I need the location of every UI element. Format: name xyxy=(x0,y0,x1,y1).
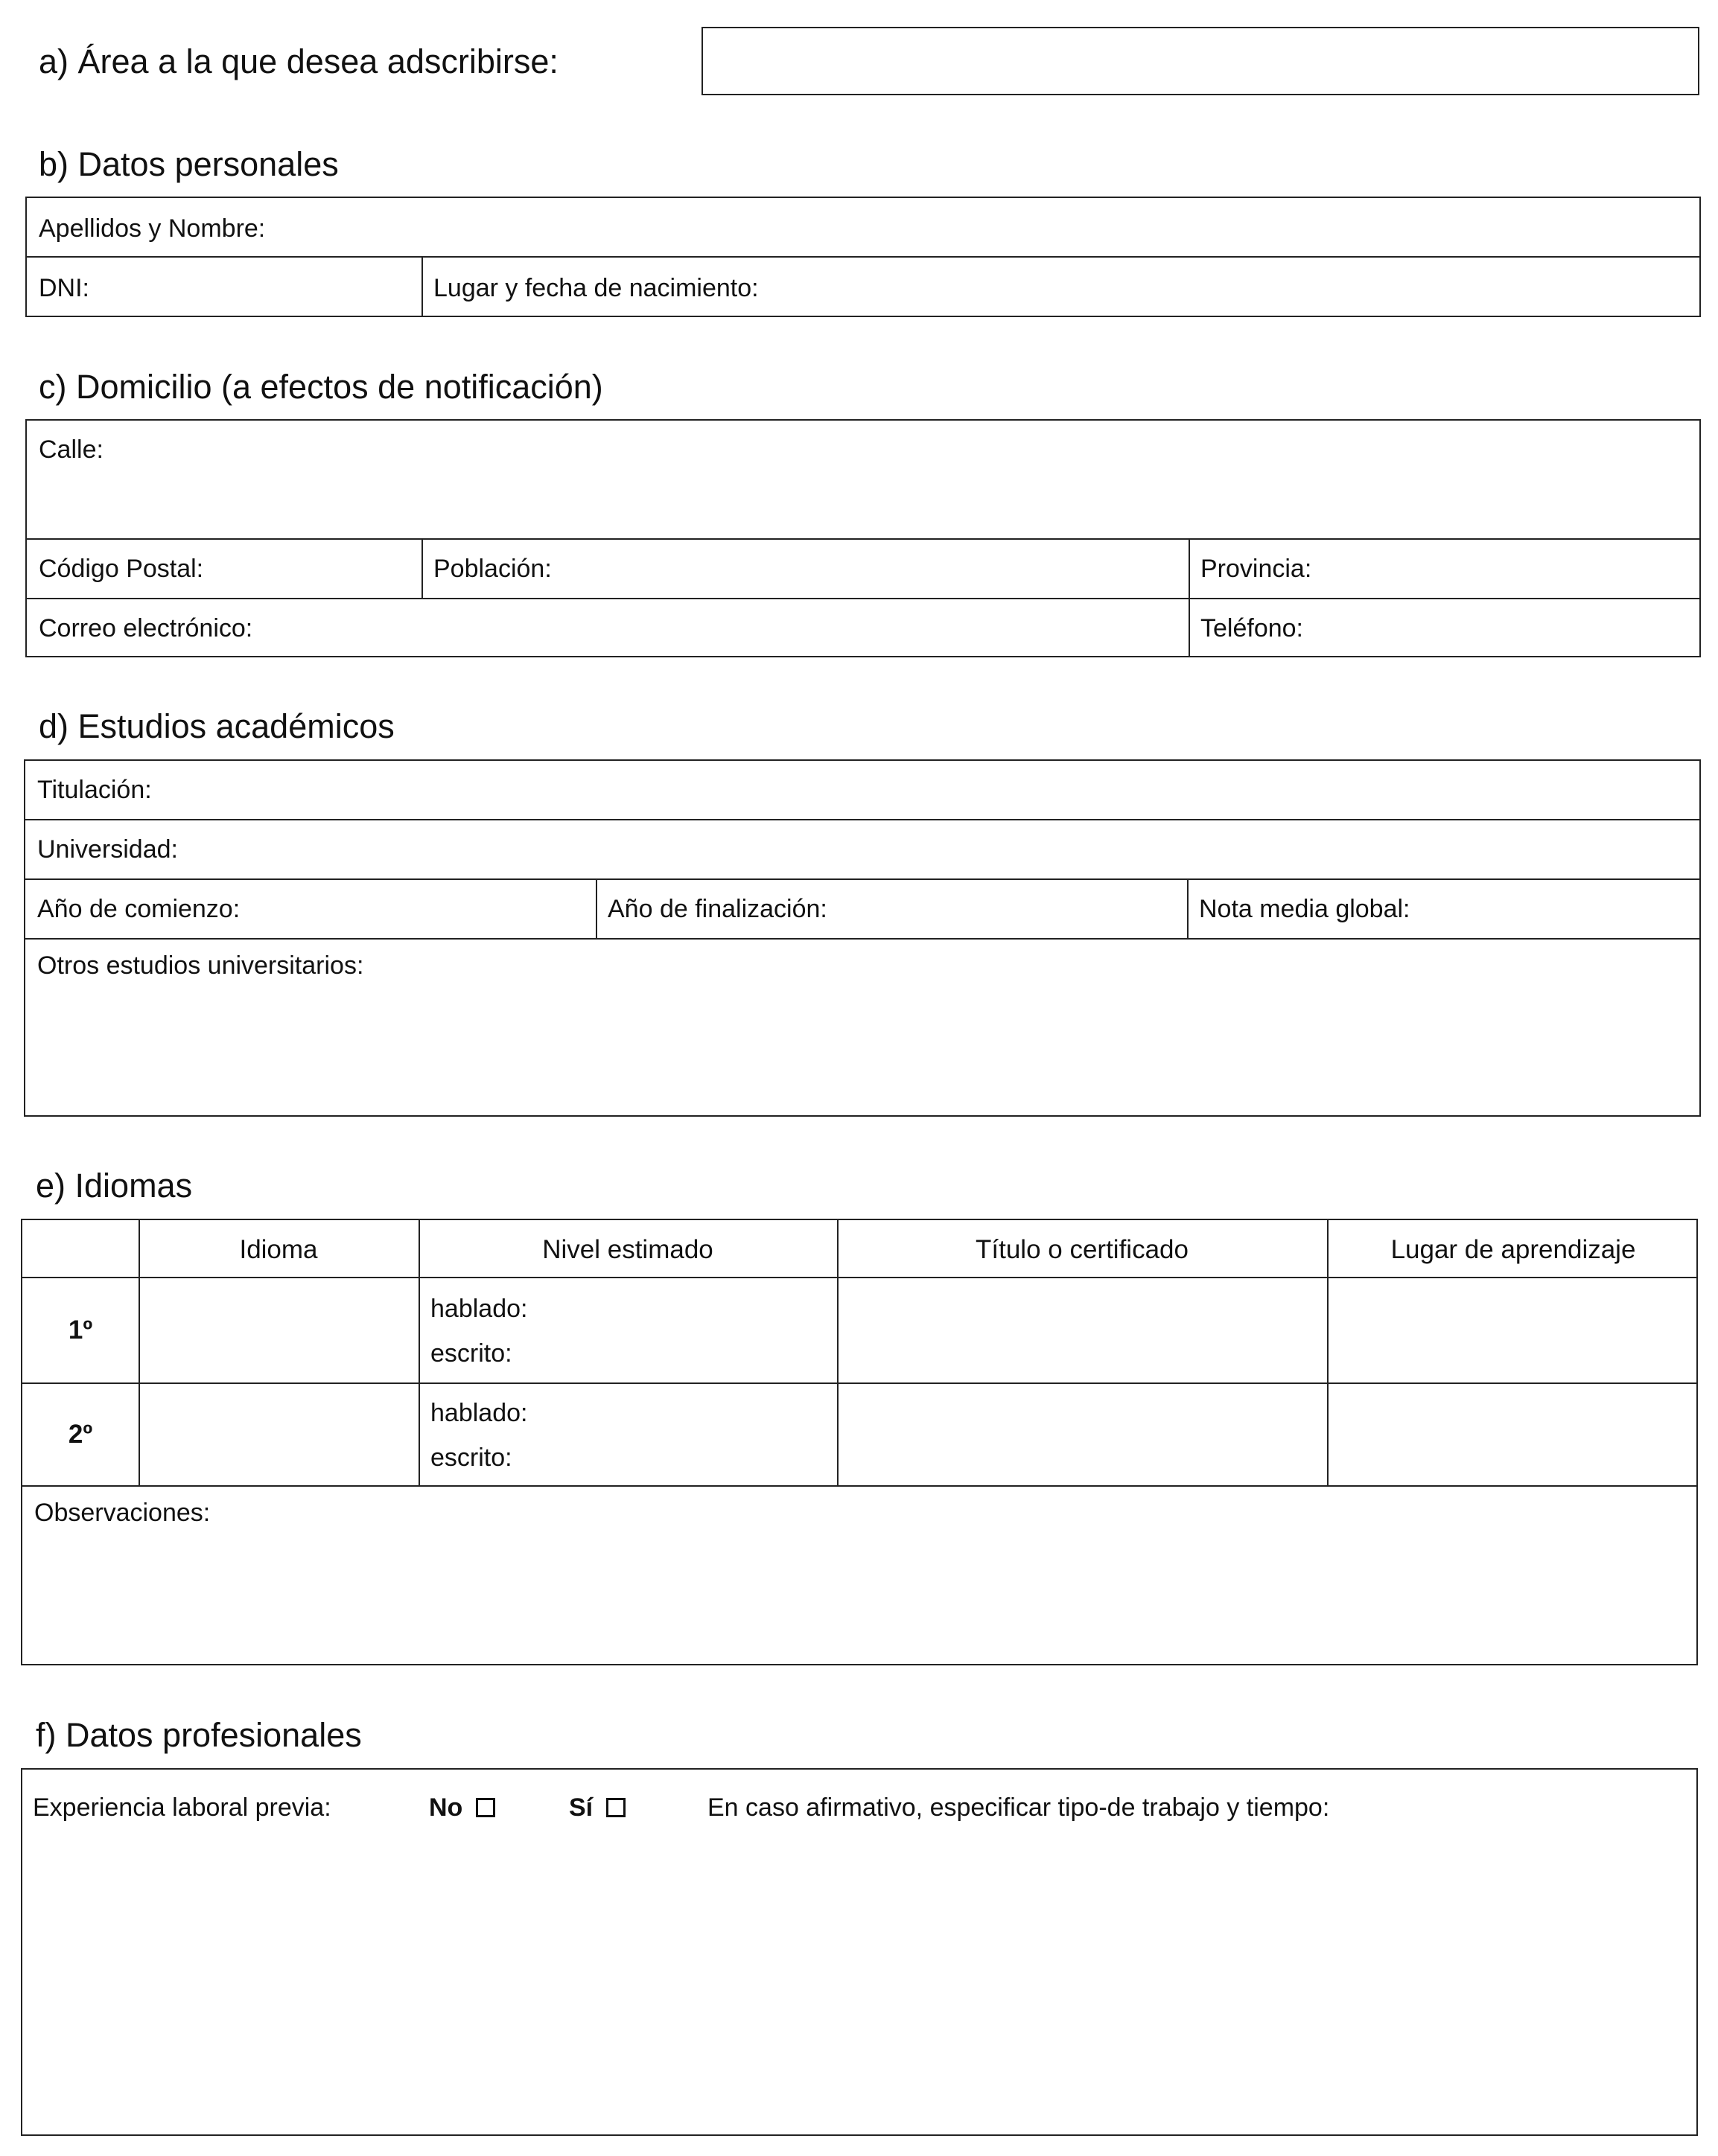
column-header-titulo: Título o certificado xyxy=(976,1235,1189,1264)
si-checkbox[interactable] xyxy=(606,1798,626,1817)
section-c-heading: c) Domicilio (a efectos de notificación) xyxy=(39,368,603,406)
option-no[interactable] xyxy=(429,1795,495,1820)
row-divider xyxy=(22,1485,1696,1487)
titulacion-field[interactable]: Titulación: xyxy=(37,776,152,804)
especificar-field[interactable]: En caso afirmativo, especificar tipo-de trabajo y tiempo: xyxy=(707,1793,1330,1822)
row-number-2: 2º xyxy=(68,1420,93,1449)
ano-finalizacion-field[interactable]: Año de finalización: xyxy=(608,895,827,923)
idiomas-table xyxy=(21,1219,1698,1665)
column-divider xyxy=(1189,538,1190,656)
row-divider xyxy=(27,538,1699,540)
row-divider xyxy=(25,819,1699,820)
otros-estudios-field[interactable]: Otros estudios universitarios: xyxy=(37,951,364,980)
telefono-field[interactable]: Teléfono: xyxy=(1200,614,1303,642)
option-si-label: Sí xyxy=(569,1793,594,1822)
estudios-table xyxy=(24,759,1701,1117)
column-divider xyxy=(421,538,423,598)
poblacion-field[interactable]: Población: xyxy=(433,555,552,583)
row-divider xyxy=(22,1382,1696,1384)
row-divider xyxy=(25,878,1699,880)
option-si[interactable] xyxy=(569,1795,626,1820)
nivel-escrito-1[interactable]: escrito: xyxy=(430,1339,512,1368)
domicilio-table xyxy=(25,419,1701,657)
area-label: a) Área a la que desea adscribirse: xyxy=(39,42,559,80)
column-header-idioma: Idioma xyxy=(239,1235,318,1264)
section-d-heading: d) Estudios académicos xyxy=(39,707,395,745)
section-b-heading: b) Datos personales xyxy=(39,145,339,183)
universidad-field[interactable]: Universidad: xyxy=(37,835,178,864)
lugar-fecha-nacimiento-field[interactable]: Lugar y fecha de nacimiento: xyxy=(433,274,759,302)
dni-field[interactable]: DNI: xyxy=(39,274,89,302)
section-e-heading: e) Idiomas xyxy=(36,1167,193,1205)
no-checkbox[interactable] xyxy=(476,1798,495,1817)
row-number-1: 1º xyxy=(68,1315,93,1345)
ano-comienzo-field[interactable]: Año de comienzo: xyxy=(37,895,241,923)
row-divider xyxy=(25,938,1699,940)
nivel-hablado-1[interactable]: hablado: xyxy=(430,1295,528,1323)
row-divider xyxy=(27,598,1699,599)
apellidos-nombre-field[interactable]: Apellidos y Nombre: xyxy=(39,214,266,243)
row-divider xyxy=(22,1277,1696,1278)
column-header-nivel: Nivel estimado xyxy=(542,1235,713,1264)
column-header-lugar: Lugar de aprendizaje xyxy=(1390,1235,1636,1264)
row-divider xyxy=(27,256,1699,258)
column-divider xyxy=(596,878,597,938)
area-input[interactable] xyxy=(701,27,1699,95)
provincia-field[interactable]: Provincia: xyxy=(1200,555,1312,583)
column-divider xyxy=(1187,878,1189,938)
option-no-label: No xyxy=(429,1793,463,1822)
nivel-hablado-2[interactable]: hablado: xyxy=(430,1399,528,1427)
nota-media-field[interactable]: Nota media global: xyxy=(1199,895,1410,923)
calle-field[interactable]: Calle: xyxy=(39,436,104,464)
observaciones-field[interactable]: Observaciones: xyxy=(34,1499,211,1527)
experiencia-label: Experiencia laboral previa: xyxy=(33,1793,331,1822)
codigo-postal-field[interactable]: Código Postal: xyxy=(39,555,204,583)
column-divider xyxy=(421,256,423,316)
section-f-heading: f) Datos profesionales xyxy=(36,1716,362,1754)
datos-profesionales-box xyxy=(21,1768,1698,2136)
correo-electronico-field[interactable]: Correo electrónico: xyxy=(39,614,253,642)
datos-personales-table xyxy=(25,197,1701,317)
nivel-escrito-2[interactable]: escrito: xyxy=(430,1444,512,1472)
